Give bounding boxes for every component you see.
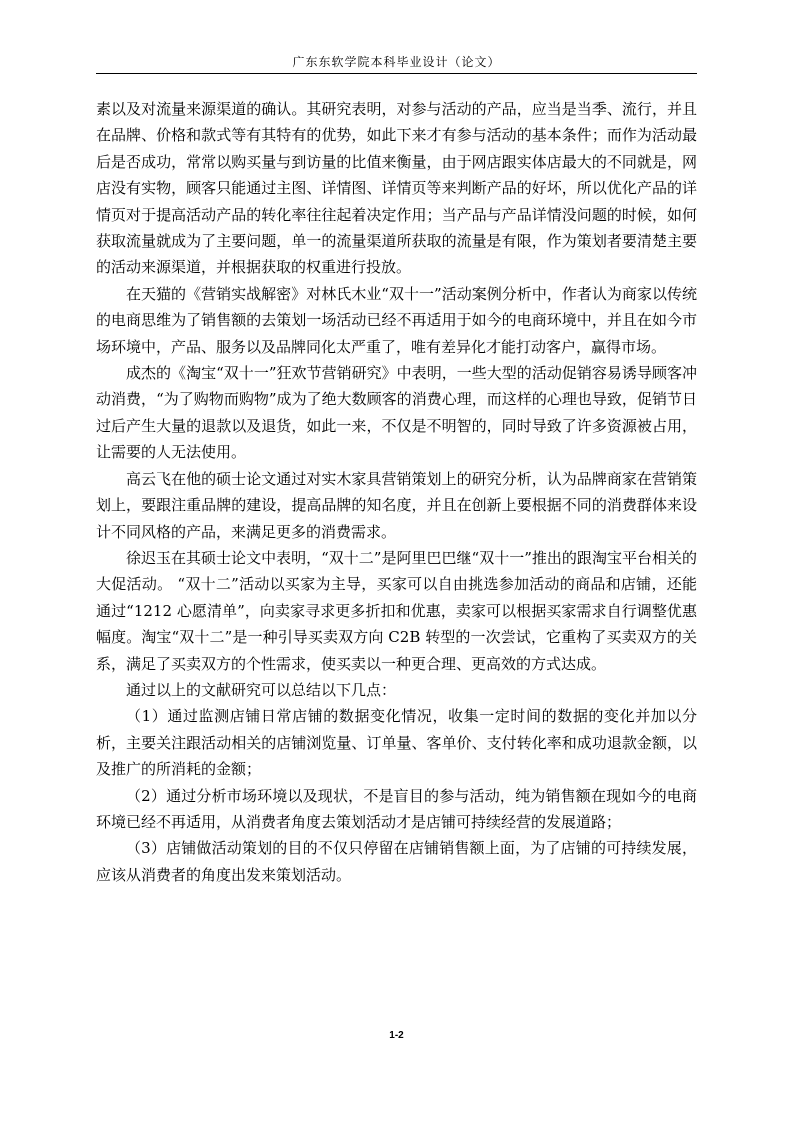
paragraph-tmall-case: 在天猫的《营销实战解密》对林氏木业“双十一”活动案例分析中，作者认为商家以传统的电商思维为了销售额的去策划一场活动已经不再适用于如今的电商环境中，并且在如今市场环境中，产品、服务以及品牌同化太严重了，唯有差异化才能打动客户，赢得市场。 (96, 284, 697, 356)
paragraph-chengjie: 成杰的《淘宝“双十一”狂欢节营销研究》中表明，一些大型的活动促销容易诱导顾客冲动消费，“为了购物而购物”成为了绝大数顾客的消费心理，而这样的心理也导致，促销节日过后产生大量的退款以及退货，如此一来，不仅是不明智的，同时导致了许多资源被占用，让需要的人无法使用。 (96, 364, 697, 462)
paragraph-gaoyunfei: 高云飞在他的硕士论文通过对实木家具营销策划上的研究分析，认为品牌商家在营销策划上，要跟注重品牌的建设，提高品牌的知名度，并且在创新上要根据不同的消费群体来设计不同风格的产品，来满足更多的消费需求。 (96, 469, 697, 541)
document-body (96, 96, 697, 888)
page-header-title: 广东东软学院本科毕业设计（论文） (292, 55, 501, 69)
header-divider (96, 73, 697, 74)
list-item-1: （1）通过监测店铺日常店铺的数据变化情况，收集一定时间的数据的变化并加以分析，主要关注跟活动相关的店铺浏览量、订单量、客单价、支付转化率和成功退款金额，以及推广的所消耗的金额； (96, 707, 697, 779)
paragraph-xuchiyu: 徐迟玉在其硕士论文中表明，“双十二”是阿里巴巴继“双十一”推出的跟淘宝平台相关的大促活动。 “双十二”活动以买家为主导，买家可以自由挑选参加活动的商品和店铺，还能通过“1212 心愿清单”，向卖家寻求更多折扣和优惠，卖家可以根据买家需求自行调整优惠幅度。淘宝“双十二”是一种引导买卖双方向 C2B 转型的一次尝试，它重构了买卖双方的关系，满足了买卖双方的个性需求，使买卖以一种更合理、更高效的方式达成。 (96, 548, 697, 673)
list-item-3: （3）店铺做活动策划的目的不仅只停留在店铺销售额上面，为了店铺的可持续发展，应该从消费者的角度出发来策划活动。 (96, 839, 697, 884)
page-number: 1-2 (389, 1030, 404, 1041)
paragraph-continuation: 素以及对流量来源渠道的确认。其研究表明，对参与活动的产品，应当是当季、流行，并且在品牌、价格和款式等有其特有的优势，如此下来才有参与活动的基本条件；而作为活动最后是否成功，常常以购买量与到访量的比值来衡量，由于网店跟实体店最大的不同就是，网店没有实物，顾客只能通过主图、详情图、详情页等来判断产品的好坏，所以优化产品的详情页对于提高活动产品的转化率往往起着决定作用；当产品与产品详情没问题的时候，如何获取流量就成为了主要问题，单一的流量渠道所获取的流量是有限，作为策划者要清楚主要的活动来源渠道，并根据获取的权重进行投放。 (96, 100, 697, 277)
paragraph-summary-intro: 通过以上的文献研究可以总结以下几点： (126, 680, 397, 699)
list-item-2: （2）通过分析市场环境以及现状，不是盲目的参与活动，纯为销售额在现如今的电商环境已经不再适用，从消费者角度去策划活动才是店铺可持续经营的发展道路； (96, 786, 697, 831)
